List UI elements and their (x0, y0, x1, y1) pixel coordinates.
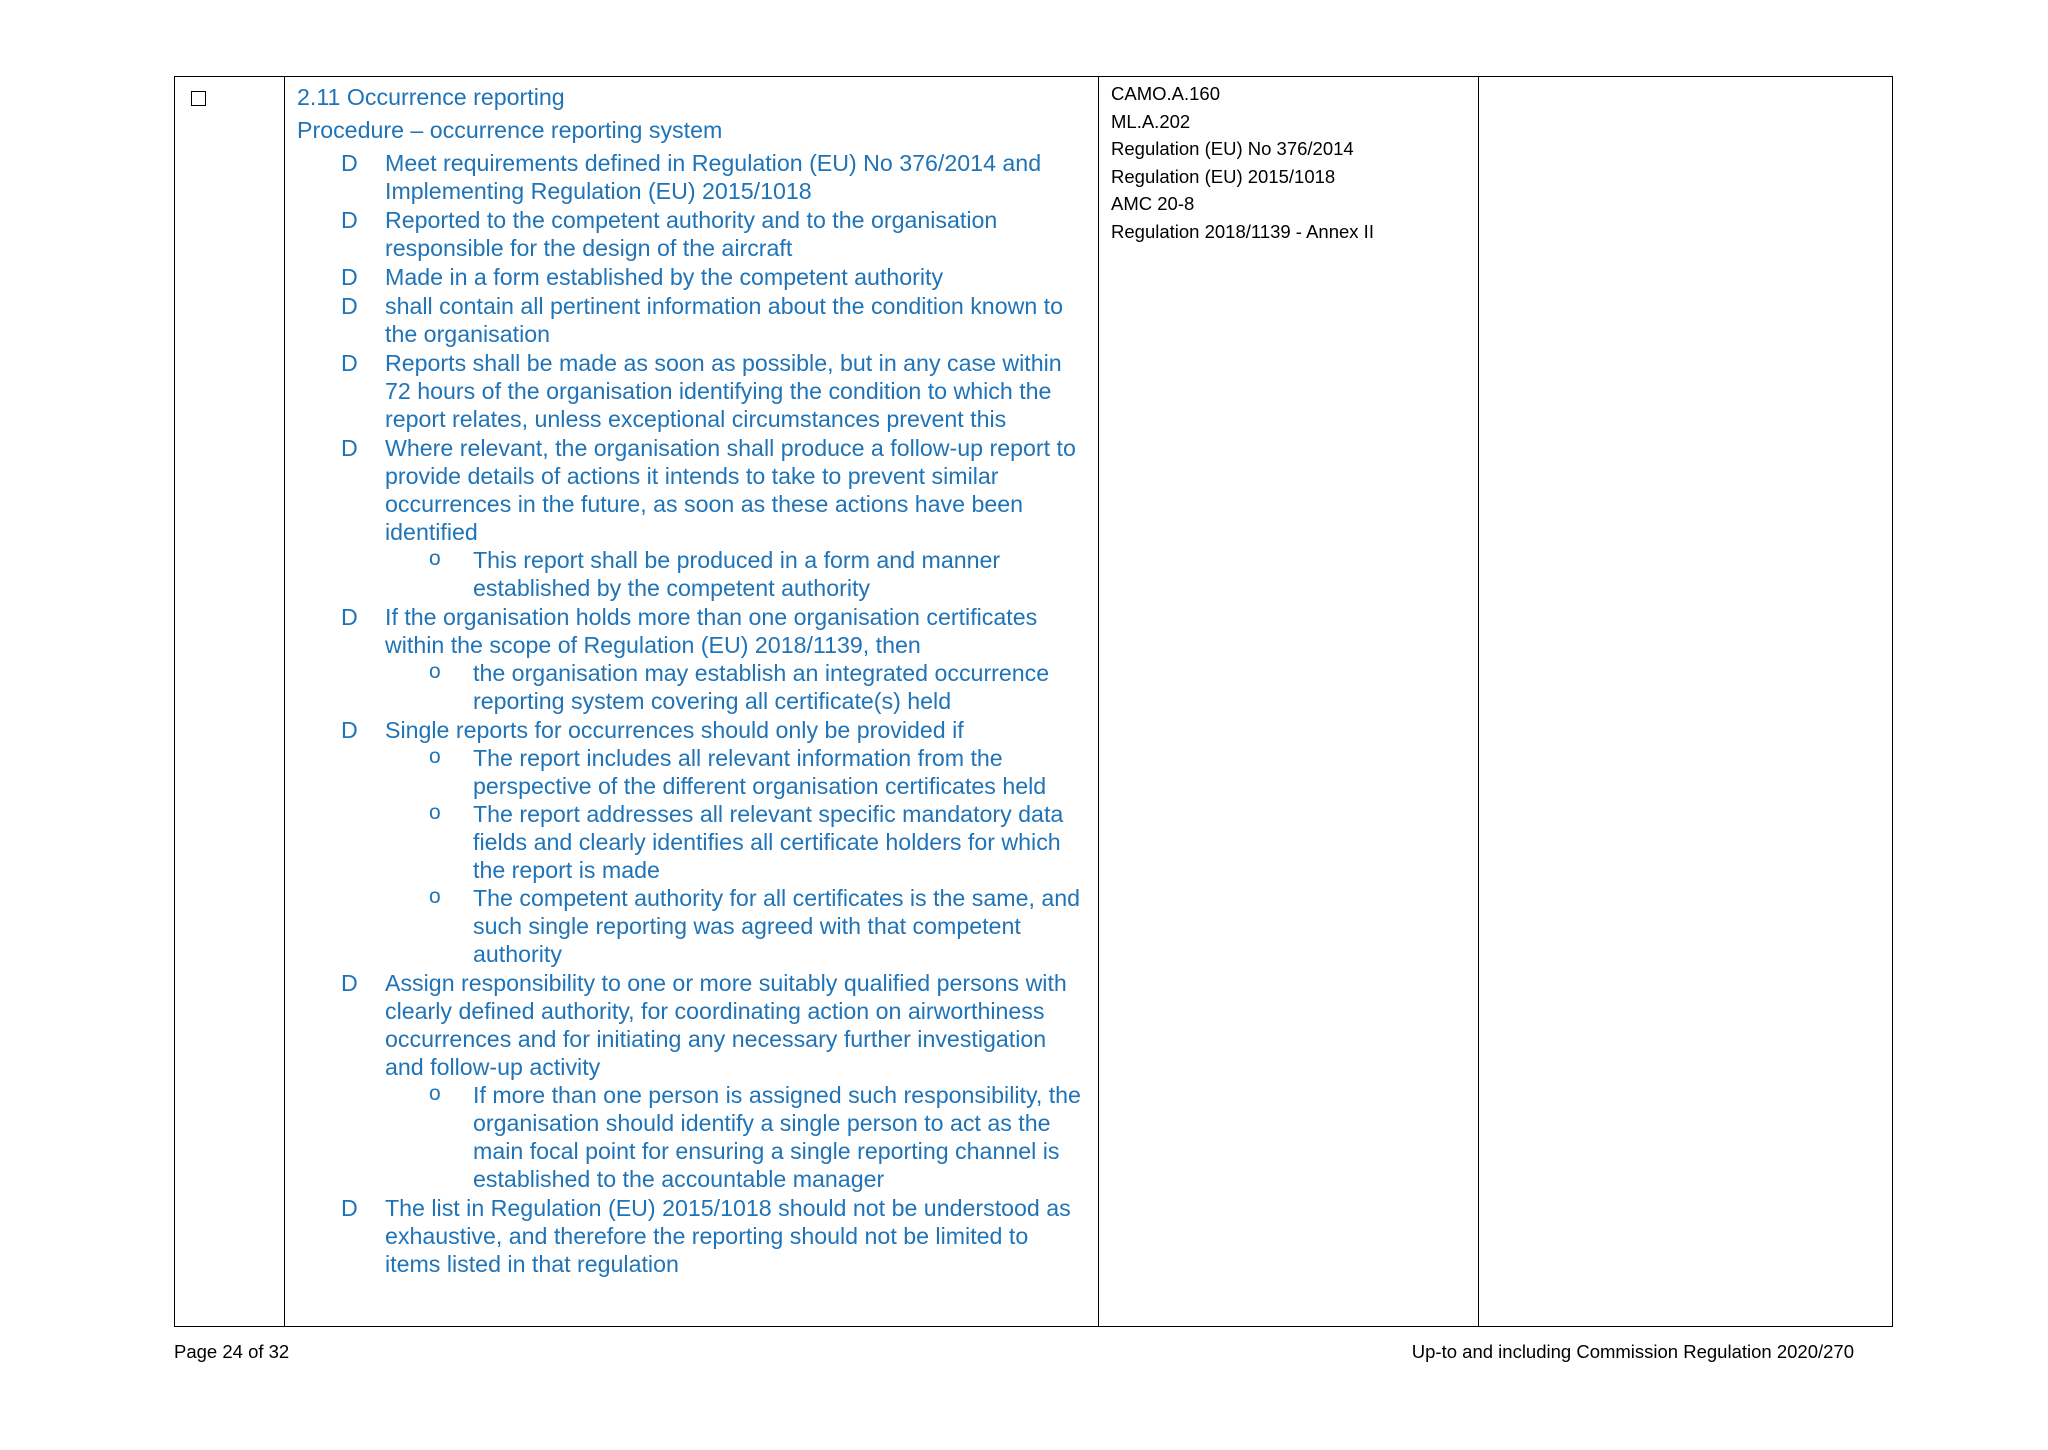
list-item-text: Single reports for occurrences should only be provided if (385, 717, 964, 743)
list-item-text: If the organisation holds more than one organisation certificates within the scope of Regulation (EU) 2018/1139, then (385, 604, 1038, 658)
list-item (297, 149, 1082, 205)
list-item (297, 349, 1082, 433)
sub-bullet-mark: o (429, 745, 441, 768)
list-item (297, 206, 1082, 262)
list-item (297, 969, 1082, 1193)
sub-bullet-mark: o (429, 801, 441, 824)
sub-list (385, 659, 1082, 715)
sub-list-item-text: This report shall be produced in a form and manner established by the competent authority (473, 547, 1001, 601)
list-item (297, 292, 1082, 348)
sub-bullet-mark: o (429, 660, 441, 683)
sub-list-item (384, 546, 1082, 602)
reference-item: AMC 20-8 (1111, 193, 1195, 214)
list-item-text: Reports shall be made as soon as possible, but in any case within 72 hours of the organisation identifying the condition to which the report relates, unless exceptional circumstances prevent this (385, 350, 1062, 432)
footer-note: Up-to and including Commission Regulation 2020/270 (1411, 1341, 1854, 1362)
sub-list-item (384, 1081, 1082, 1193)
compliance-checkbox[interactable] (191, 91, 206, 106)
sub-list-item (384, 884, 1082, 968)
list-item-text: Assign responsibility to one or more suitably qualified persons with clearly defined authority, for coordinating action on airworthiness occurrences and for initiating any necessary further investigation and follow-up activity (385, 970, 1067, 1080)
checkbox-cell (175, 77, 285, 1327)
sub-list-item-text: The competent authority for all certificates is the same, and such single reporting was agreed with that competent authority (473, 885, 1081, 967)
sub-list (385, 744, 1082, 968)
list-item (297, 716, 1082, 968)
bullet-mark: D (341, 435, 358, 461)
bullet-mark: D (341, 207, 358, 233)
list-item (297, 603, 1082, 715)
reference-item: Regulation 2018/1139 - Annex II (1111, 220, 1374, 242)
list-item-text: Made in a form established by the competent authority (385, 264, 944, 290)
list-item (297, 263, 1082, 291)
reference-item: CAMO.A.160 (1111, 83, 1220, 104)
sub-list-item (384, 744, 1082, 800)
bullet-mark: D (341, 293, 358, 319)
reference-item: ML.A.202 (1111, 110, 1191, 132)
references-cell (1099, 77, 1479, 1327)
sub-bullet-mark: o (429, 1082, 441, 1105)
bullet-mark: D (341, 1195, 358, 1221)
bullet-mark: D (341, 150, 358, 176)
sub-list (385, 546, 1082, 602)
list-item-text: Meet requirements defined in Regulation (EU) No 376/2014 and Implementing Regulation (EU) 2015/1018 (385, 150, 1042, 204)
sub-bullet-mark: o (429, 885, 441, 908)
bullet-mark: D (341, 970, 358, 996)
list-item (297, 1194, 1082, 1278)
page-number: Page 24 of 32 (174, 1341, 290, 1362)
list-item-text: shall contain all pertinent information about the condition known to the organisation (385, 293, 1064, 347)
notes-cell[interactable] (1479, 77, 1893, 1327)
bullet-mark: D (341, 717, 358, 743)
sub-list (385, 1081, 1082, 1193)
table-row (175, 77, 1893, 1327)
bullet-mark: D (341, 264, 358, 290)
sub-list-item (384, 659, 1082, 715)
bullet-mark: D (341, 604, 358, 630)
bullet-mark: D (341, 350, 358, 376)
sub-list-item-text: If more than one person is assigned such responsibility, the organisation should identify a single person to act as the main focal point for ensuring a single reporting channel is established to the accountable manager (473, 1082, 1081, 1192)
list-item-text: The list in Regulation (EU) 2015/1018 should not be understood as exhaustive, and therefore the reporting should not be limited to items listed in that regulation (385, 1195, 1071, 1277)
requirements-cell (285, 77, 1099, 1327)
sub-list-item-text: the organisation may establish an integrated occurrence reporting system covering all certificate(s) held (473, 660, 1050, 714)
section-title: 2.11 Occurrence reporting (297, 84, 565, 110)
list-item-text: Where relevant, the organisation shall produce a follow-up report to provide details of actions it intends to take to prevent similar occurrences in the future, as soon as these actions have been identified (385, 435, 1076, 545)
checklist-table (174, 76, 1893, 1327)
sub-list-item-text: The report includes all relevant information from the perspective of the different organisation certificates held (473, 745, 1047, 799)
requirement-list (297, 149, 1082, 1278)
reference-item: Regulation (EU) 2015/1018 (1111, 165, 1336, 187)
list-item-text: Reported to the competent authority and to the organisation responsible for the design of the aircraft (385, 207, 998, 261)
sub-list-item (384, 800, 1082, 884)
sub-bullet-mark: o (429, 547, 441, 570)
reference-list (1099, 77, 1478, 245)
list-item (297, 434, 1082, 602)
sub-list-item-text: The report addresses all relevant specific mandatory data fields and clearly identifies all certificate holders for which the report is made (473, 801, 1064, 883)
reference-item: Regulation (EU) No 376/2014 (1111, 138, 1354, 159)
section-subtitle: Procedure – occurrence reporting system (297, 117, 723, 143)
